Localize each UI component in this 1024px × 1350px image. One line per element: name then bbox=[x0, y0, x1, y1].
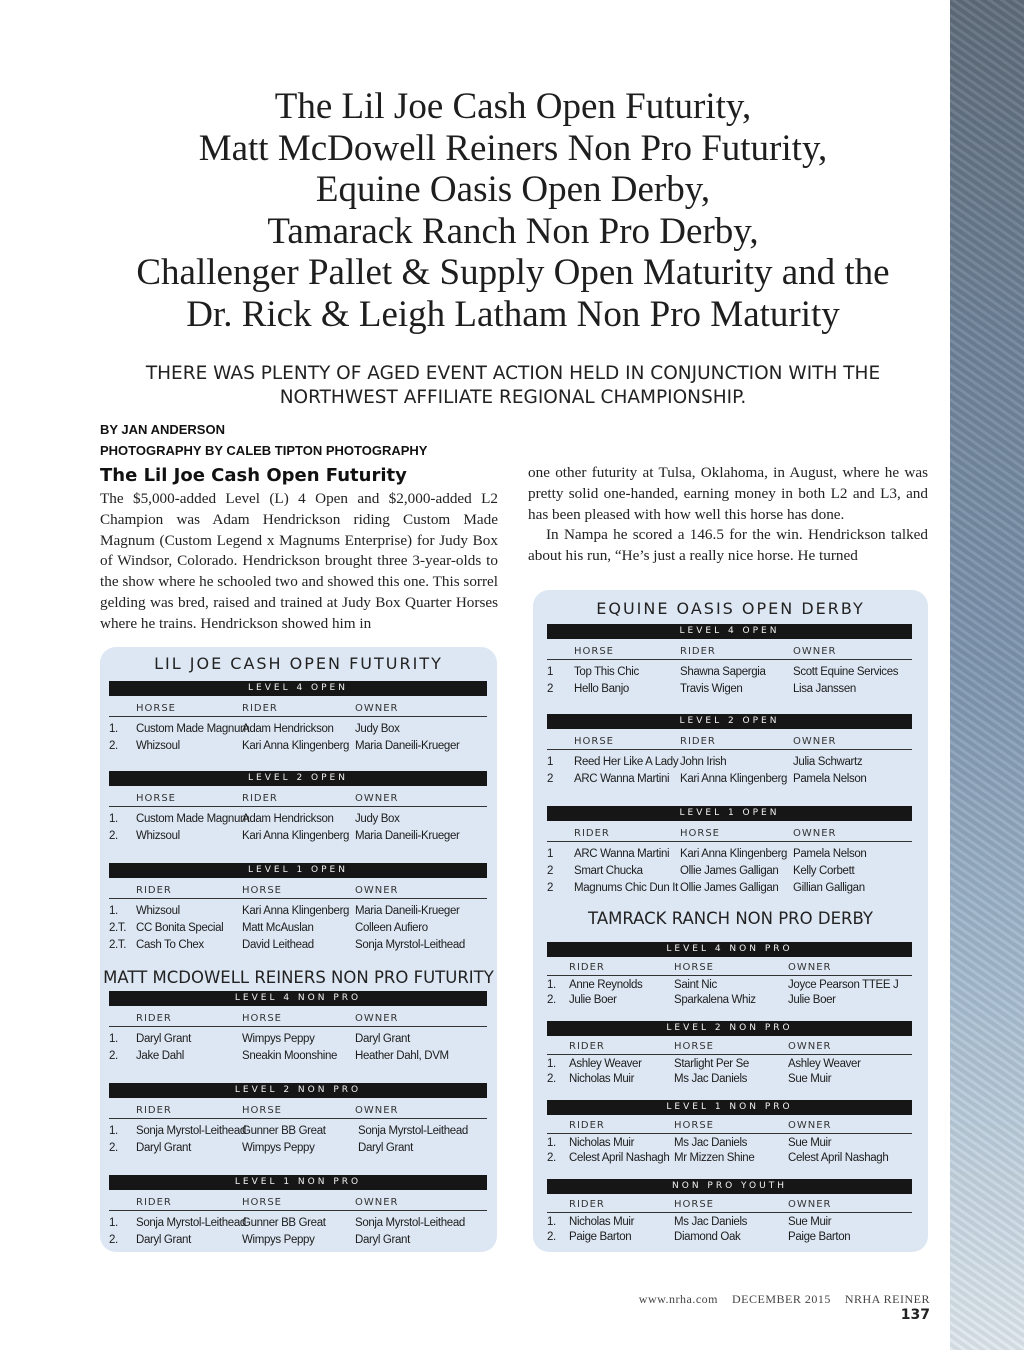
cell: Shawna Sapergia bbox=[680, 666, 766, 678]
results-title: MATT MCDOWELL REINERS NON PRO FUTURITY bbox=[103, 968, 494, 987]
headline bbox=[90, 86, 936, 335]
decorative-side-strip bbox=[950, 0, 1024, 1350]
cell: Sparkalena Whiz bbox=[674, 994, 756, 1006]
cell: Daryl Grant bbox=[358, 1142, 413, 1154]
column-header: RIDER bbox=[680, 646, 716, 657]
article-column-left bbox=[100, 463, 498, 635]
table-row bbox=[109, 721, 489, 738]
level-bar: LEVEL 4 OPEN bbox=[547, 624, 912, 639]
byline bbox=[100, 419, 427, 461]
headline-line: Dr. Rick & Leigh Latham Non Pro Maturity bbox=[186, 293, 840, 335]
cell: Jake Dahl bbox=[136, 1050, 184, 1062]
cell: Kelly Corbett bbox=[793, 865, 855, 877]
placing: 2. bbox=[547, 994, 556, 1006]
column-header: HORSE bbox=[674, 1120, 715, 1131]
placing: 1. bbox=[109, 723, 118, 735]
column-header-row bbox=[547, 1197, 912, 1213]
placing: 2 bbox=[547, 683, 554, 695]
cell: Celest April Nashagh bbox=[569, 1152, 670, 1164]
cell: Daryl Grant bbox=[136, 1033, 191, 1045]
table-row bbox=[109, 738, 489, 755]
column-header: OWNER bbox=[355, 1105, 399, 1116]
cell: Custom Made Magnum bbox=[136, 723, 250, 735]
placing: 2. bbox=[109, 830, 118, 842]
cell: Joyce Pearson TTEE J bbox=[788, 979, 899, 991]
column-header-row bbox=[547, 734, 912, 750]
cell: Julie Boer bbox=[788, 994, 836, 1006]
headline-line: Tamarack Ranch Non Pro Derby, bbox=[267, 210, 759, 252]
level-bar: LEVEL 4 NON PRO bbox=[547, 942, 912, 957]
column-header: HORSE bbox=[242, 1105, 283, 1116]
cell: Sonja Myrstol-Leithead bbox=[355, 1217, 465, 1229]
deck-line: NORTHWEST AFFILIATE REGIONAL CHAMPIONSHIP. bbox=[279, 387, 747, 408]
level-bar: LEVEL 4 NON PRO bbox=[109, 991, 487, 1006]
cell: Hello Banjo bbox=[574, 683, 629, 695]
column-header: HORSE bbox=[136, 703, 177, 714]
cell: Smart Chucka bbox=[574, 865, 643, 877]
cell: Heather Dahl, DVM bbox=[355, 1050, 449, 1062]
cell: Judy Box bbox=[355, 813, 400, 825]
cell: Sonja Myrstol-Leithead bbox=[136, 1125, 246, 1137]
placing: 1 bbox=[547, 756, 554, 768]
placing: 1. bbox=[109, 813, 118, 825]
level-bar: LEVEL 2 OPEN bbox=[109, 771, 487, 786]
cell: Ashley Weaver bbox=[569, 1058, 642, 1070]
column-header: RIDER bbox=[136, 1105, 172, 1116]
cell: Cash To Chex bbox=[136, 939, 204, 951]
cell: Daryl Grant bbox=[136, 1234, 191, 1246]
section-heading: The Lil Joe Cash Open Futurity bbox=[100, 465, 407, 486]
placing: 2. bbox=[547, 1231, 556, 1243]
column-header: OWNER bbox=[355, 793, 399, 804]
deck-line: THERE WAS PLENTY OF AGED EVENT ACTION HELD IN CONJUNCTION WITH THE bbox=[145, 363, 881, 384]
column-header: HORSE bbox=[674, 1041, 715, 1052]
article-column-right bbox=[528, 463, 928, 567]
cell: Sue Muir bbox=[788, 1137, 832, 1149]
cell: Daryl Grant bbox=[355, 1033, 410, 1045]
cell: ARC Wanna Martini bbox=[574, 848, 670, 860]
table-row bbox=[547, 1229, 917, 1246]
column-header: HORSE bbox=[574, 736, 615, 747]
cell: Ms Jac Daniels bbox=[674, 1216, 748, 1228]
paragraph: one other futurity at Tulsa, Oklahoma, in August, where he was pretty solid one-handed, earning money in both L2 and L3, and has been pleased with how well this horse has done. bbox=[528, 464, 928, 523]
column-header-row bbox=[547, 644, 912, 660]
cell: Pamela Nelson bbox=[793, 773, 867, 785]
cell: Judy Box bbox=[355, 723, 400, 735]
column-header-row bbox=[109, 883, 487, 899]
column-header: HORSE bbox=[680, 828, 721, 839]
cell: Kari Anna Klingenberg bbox=[680, 773, 788, 785]
table-row bbox=[109, 1031, 489, 1048]
cell: Paige Barton bbox=[569, 1231, 632, 1243]
results-box-derby bbox=[533, 590, 928, 1252]
column-header: OWNER bbox=[793, 736, 837, 747]
placing: 1. bbox=[109, 1217, 118, 1229]
cell: David Leithead bbox=[242, 939, 314, 951]
article-body-right bbox=[528, 463, 928, 567]
cell: Sue Muir bbox=[788, 1073, 832, 1085]
cell: Sonja Myrstol-Leithead bbox=[358, 1125, 468, 1137]
placing: 2. bbox=[109, 1234, 118, 1246]
headline-line: Equine Oasis Open Derby, bbox=[315, 169, 711, 210]
author-credit: BY JAN ANDERSON bbox=[100, 422, 225, 437]
placing: 2.T. bbox=[109, 922, 127, 934]
column-header: RIDER bbox=[136, 1197, 172, 1208]
cell: Daryl Grant bbox=[355, 1234, 410, 1246]
page-number: 137 bbox=[900, 1307, 930, 1323]
cell: Ashley Weaver bbox=[788, 1058, 861, 1070]
cell: Anne Reynolds bbox=[569, 979, 643, 991]
cell: Diamond Oak bbox=[674, 1231, 741, 1243]
cell: Scott Equine Services bbox=[793, 666, 899, 678]
cell: CC Bonita Special bbox=[136, 922, 224, 934]
cell: Starlight Per Se bbox=[674, 1058, 749, 1070]
placing: 1. bbox=[109, 1125, 118, 1137]
level-bar: NON PRO YOUTH bbox=[547, 1179, 912, 1194]
cell: Wimpys Peppy bbox=[242, 1142, 315, 1154]
placing: 1 bbox=[547, 848, 554, 860]
cell: Sonja Myrstol-Leithead bbox=[136, 1217, 246, 1229]
placing: 1. bbox=[547, 1058, 556, 1070]
placing: 2 bbox=[547, 882, 554, 894]
cell: Kari Anna Klingenberg bbox=[680, 848, 788, 860]
cell: Paige Barton bbox=[788, 1231, 851, 1243]
level-bar: LEVEL 1 OPEN bbox=[109, 863, 487, 878]
level-bar: LEVEL 2 NON PRO bbox=[109, 1083, 487, 1098]
cell: Sonja Myrstol-Leithead bbox=[355, 939, 465, 951]
column-header: RIDER bbox=[569, 962, 605, 973]
placing: 2.T. bbox=[109, 939, 127, 951]
table-row bbox=[547, 1071, 917, 1088]
cell: Gillian Galligan bbox=[793, 882, 865, 894]
table-row bbox=[109, 1140, 489, 1157]
placing: 2. bbox=[109, 1142, 118, 1154]
cell: Ollie James Galligan bbox=[680, 865, 779, 877]
cell: Maria Daneili-Krueger bbox=[355, 830, 460, 842]
cell: Whizsoul bbox=[136, 905, 180, 917]
placing: 1. bbox=[547, 979, 556, 991]
column-header-row bbox=[547, 826, 912, 842]
level-bar: LEVEL 4 OPEN bbox=[109, 681, 487, 696]
table-row bbox=[109, 920, 489, 937]
placing: 2. bbox=[547, 1152, 556, 1164]
paragraph: In Nampa he scored a 146.5 for the win. Hendrickson talked about his run, “He’s just a really nice horse. He turned bbox=[528, 526, 928, 565]
column-header: RIDER bbox=[136, 885, 172, 896]
table-row bbox=[109, 1123, 489, 1140]
cell: Julie Boer bbox=[569, 994, 617, 1006]
cell: Kari Anna Klingenberg bbox=[242, 905, 350, 917]
column-header-row bbox=[547, 1039, 912, 1055]
cell: Whizsoul bbox=[136, 740, 180, 752]
placing: 1. bbox=[547, 1216, 556, 1228]
cell: Maria Daneili-Krueger bbox=[355, 740, 460, 752]
column-header: OWNER bbox=[355, 1013, 399, 1024]
cell: Adam Hendrickson bbox=[242, 723, 334, 735]
column-header-row bbox=[109, 701, 487, 717]
cell: Ollie James Galligan bbox=[680, 882, 779, 894]
results-box-futurity bbox=[100, 647, 497, 1252]
cell: Daryl Grant bbox=[136, 1142, 191, 1154]
table-row bbox=[547, 681, 917, 698]
column-header: HORSE bbox=[674, 962, 715, 973]
column-header: OWNER bbox=[788, 1120, 832, 1131]
column-header-row bbox=[109, 1011, 487, 1027]
column-header: RIDER bbox=[574, 828, 610, 839]
column-header-row bbox=[109, 1195, 487, 1211]
column-header: HORSE bbox=[242, 1197, 283, 1208]
cell: Gunner BB Great bbox=[242, 1217, 326, 1229]
results-title: TAMRACK RANCH NON PRO DERBY bbox=[588, 909, 873, 928]
column-header: OWNER bbox=[793, 828, 837, 839]
table-row bbox=[547, 846, 917, 863]
cell: Nicholas Muir bbox=[569, 1216, 635, 1228]
table-row bbox=[109, 937, 489, 954]
column-header: HORSE bbox=[242, 885, 283, 896]
cell: Pamela Nelson bbox=[793, 848, 867, 860]
level-bar: LEVEL 1 OPEN bbox=[547, 806, 912, 821]
results-title: EQUINE OASIS OPEN DERBY bbox=[596, 599, 865, 618]
table-row bbox=[547, 664, 917, 681]
placing: 2 bbox=[547, 773, 554, 785]
footer-issue: DECEMBER 2015 bbox=[731, 1292, 831, 1306]
cell: Colleen Aufiero bbox=[355, 922, 428, 934]
column-header: OWNER bbox=[793, 646, 837, 657]
column-header: OWNER bbox=[788, 1199, 832, 1210]
column-header-row bbox=[547, 960, 912, 976]
column-header: HORSE bbox=[674, 1199, 715, 1210]
column-header: RIDER bbox=[242, 793, 278, 804]
headline-line: The Lil Joe Cash Open Futurity, bbox=[274, 86, 752, 127]
cell: Top This Chic bbox=[574, 666, 639, 678]
table-row bbox=[547, 992, 917, 1009]
table-row bbox=[547, 754, 917, 771]
cell: Custom Made Magnum bbox=[136, 813, 250, 825]
column-header: RIDER bbox=[242, 703, 278, 714]
column-header: RIDER bbox=[680, 736, 716, 747]
placing: 1. bbox=[109, 1033, 118, 1045]
column-header: OWNER bbox=[355, 703, 399, 714]
cell: Mr Mizzen Shine bbox=[674, 1152, 755, 1164]
table-row bbox=[109, 1215, 489, 1232]
cell: Lisa Janssen bbox=[793, 683, 856, 695]
column-header: OWNER bbox=[788, 962, 832, 973]
placing: 1. bbox=[547, 1137, 556, 1149]
level-bar: LEVEL 1 NON PRO bbox=[547, 1100, 912, 1115]
headline-line: Matt McDowell Reiners Non Pro Futurity, bbox=[198, 127, 828, 169]
results-title: LIL JOE CASH OPEN FUTURITY bbox=[154, 654, 443, 673]
table-row bbox=[109, 1048, 489, 1065]
placing: 2. bbox=[109, 740, 118, 752]
cell: Matt McAuslan bbox=[242, 922, 314, 934]
column-header: RIDER bbox=[569, 1199, 605, 1210]
cell: Whizsoul bbox=[136, 830, 180, 842]
footer-magazine: NRHA REINER bbox=[844, 1292, 930, 1306]
cell: Ms Jac Daniels bbox=[674, 1073, 748, 1085]
level-bar: LEVEL 2 OPEN bbox=[547, 714, 912, 729]
headline-line: Challenger Pallet & Supply Open Maturity and the bbox=[136, 252, 890, 293]
cell: Julia Schwartz bbox=[793, 756, 863, 768]
table-row bbox=[547, 1150, 917, 1167]
column-header: OWNER bbox=[355, 1197, 399, 1208]
column-header-row bbox=[109, 1103, 487, 1119]
paragraph: The $5,000-added Level (L) 4 Open and $2,000-added L2 Champion was Adam Hendrickson riding Custom Made Magnum (Custom Legend x Magnums Enterprise) for Judy Box of Windsor, Colorado. Hendrickson brought three 3-year-olds to the show where he schooled two and showed this one. This sorrel gelding was bred, raised and trained at Judy Box Quarter Horses where he trains. Hendrickson showed him in bbox=[100, 490, 498, 632]
cell: Adam Hendrickson bbox=[242, 813, 334, 825]
level-bar: LEVEL 1 NON PRO bbox=[109, 1175, 487, 1190]
level-bar: LEVEL 2 NON PRO bbox=[547, 1021, 912, 1036]
cell: Sue Muir bbox=[788, 1216, 832, 1228]
table-row bbox=[109, 828, 489, 845]
column-header-row bbox=[109, 791, 487, 807]
column-header: HORSE bbox=[242, 1013, 283, 1024]
cell: Sneakin Moonshine bbox=[242, 1050, 338, 1062]
cell: Kari Anna Klingenberg bbox=[242, 740, 350, 752]
cell: Nicholas Muir bbox=[569, 1073, 635, 1085]
placing: 2. bbox=[109, 1050, 118, 1062]
placing: 1. bbox=[109, 905, 118, 917]
column-header: OWNER bbox=[355, 885, 399, 896]
cell: John Irish bbox=[680, 756, 727, 768]
cell: Nicholas Muir bbox=[569, 1137, 635, 1149]
cell: Ms Jac Daniels bbox=[674, 1137, 748, 1149]
cell: Kari Anna Klingenberg bbox=[242, 830, 350, 842]
column-header: OWNER bbox=[788, 1041, 832, 1052]
cell: Gunner BB Great bbox=[242, 1125, 326, 1137]
column-header-row bbox=[547, 1118, 912, 1134]
cell: Travis Wigen bbox=[680, 683, 743, 695]
placing: 1 bbox=[547, 666, 554, 678]
column-header: RIDER bbox=[136, 1013, 172, 1024]
placing: 2. bbox=[547, 1073, 556, 1085]
cell: Saint Nic bbox=[674, 979, 717, 991]
photo-credit: PHOTOGRAPHY BY CALEB TIPTON PHOTOGRAPHY bbox=[100, 443, 428, 458]
deck bbox=[110, 362, 916, 410]
column-header: RIDER bbox=[569, 1120, 605, 1131]
column-header: HORSE bbox=[136, 793, 177, 804]
cell: Wimpys Peppy bbox=[242, 1033, 315, 1045]
page-footer bbox=[600, 1292, 930, 1323]
table-row bbox=[109, 903, 489, 920]
cell: Wimpys Peppy bbox=[242, 1234, 315, 1246]
table-row bbox=[547, 880, 917, 897]
table-row bbox=[109, 1232, 489, 1249]
column-header: HORSE bbox=[574, 646, 615, 657]
cell: ARC Wanna Martini bbox=[574, 773, 670, 785]
placing: 2 bbox=[547, 865, 554, 877]
cell: Celest April Nashagh bbox=[788, 1152, 889, 1164]
footer-url: www.nrha.com bbox=[638, 1292, 718, 1306]
cell: Reed Her Like A Lady bbox=[574, 756, 679, 768]
cell: Magnums Chic Dun It bbox=[574, 882, 678, 894]
cell: Maria Daneili-Krueger bbox=[355, 905, 460, 917]
table-row bbox=[547, 863, 917, 880]
column-header: RIDER bbox=[569, 1041, 605, 1052]
article-body-left bbox=[100, 489, 498, 635]
table-row bbox=[109, 811, 489, 828]
table-row bbox=[547, 771, 917, 788]
